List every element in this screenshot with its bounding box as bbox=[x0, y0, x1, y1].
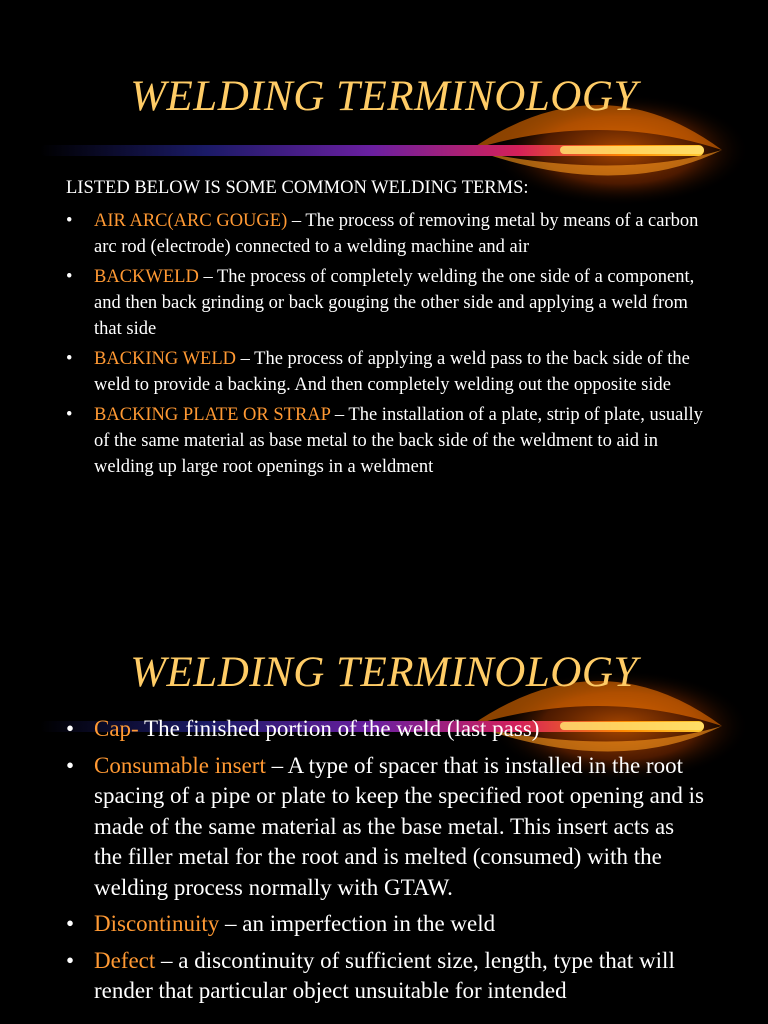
list-item bbox=[66, 909, 706, 940]
list-item bbox=[66, 714, 706, 745]
list-item bbox=[66, 402, 706, 480]
list-item bbox=[66, 208, 706, 260]
bullet-icon: • bbox=[66, 267, 73, 287]
term-definition: – The process of applying a weld pass to the back side of the weld to provide a backing. And then completely welding out the opposite side bbox=[94, 349, 690, 395]
term-name: BACKING WELD bbox=[94, 349, 236, 369]
bullet-icon: • bbox=[66, 405, 73, 425]
intro-text: LISTED BELOW IS SOME COMMON WELDING TERMS: bbox=[66, 178, 529, 198]
term-definition: The finished portion of the weld (last pass) bbox=[138, 716, 540, 741]
list-item bbox=[66, 264, 706, 342]
term-name: BACKWELD bbox=[94, 267, 199, 287]
term-name: Discontinuity bbox=[94, 911, 220, 936]
bullet-icon: • bbox=[66, 211, 73, 231]
bullet-icon: • bbox=[66, 716, 75, 741]
slide-title: WELDING TERMINOLOGY bbox=[130, 73, 638, 120]
slide-2 bbox=[0, 576, 768, 1024]
term-definition: – The process of removing metal by means of a carbon arc rod (electrode) connected to a welding machine and air bbox=[94, 211, 699, 257]
bullet-icon: • bbox=[66, 349, 73, 369]
term-definition: – The process of completely welding the one side of a component, and then back grinding or back gouging the other side and applying a weld from that side bbox=[94, 267, 695, 339]
term-list bbox=[66, 714, 706, 1013]
list-item bbox=[66, 346, 706, 398]
term-name: BACKING PLATE OR STRAP bbox=[94, 405, 331, 425]
term-definition: – A type of spacer that is installed in the root spacing of a pipe or plate to keep the specified root opening and is made of the same material as the base metal. This insert acts as the filler metal for the root and is melted (consumed) with the welding process normally with GTAW. bbox=[94, 752, 704, 900]
list-item bbox=[66, 751, 706, 904]
term-list bbox=[66, 208, 706, 484]
term-name: Cap- bbox=[94, 716, 139, 741]
bullet-icon: • bbox=[66, 947, 75, 973]
term-definition: – an imperfection in the weld bbox=[219, 911, 496, 936]
term-name: AIR ARC(ARC GOUGE) bbox=[94, 211, 288, 231]
term-name: Defect bbox=[94, 947, 156, 973]
term-name: Consumable insert bbox=[94, 752, 266, 778]
term-definition: – a discontinuity of sufficient size, length, type that will render that particular object unsuitable for intended bbox=[94, 947, 675, 1003]
slide-title: WELDING TERMINOLOGY bbox=[130, 649, 638, 696]
list-item bbox=[66, 946, 706, 1007]
bullet-icon: • bbox=[66, 911, 75, 936]
term-definition: – The installation of a plate, strip of plate, usually of the same material as base metal to the back side of the weldment to aid in welding up large root openings in a weldment bbox=[94, 405, 703, 477]
bullet-icon: • bbox=[66, 752, 75, 778]
